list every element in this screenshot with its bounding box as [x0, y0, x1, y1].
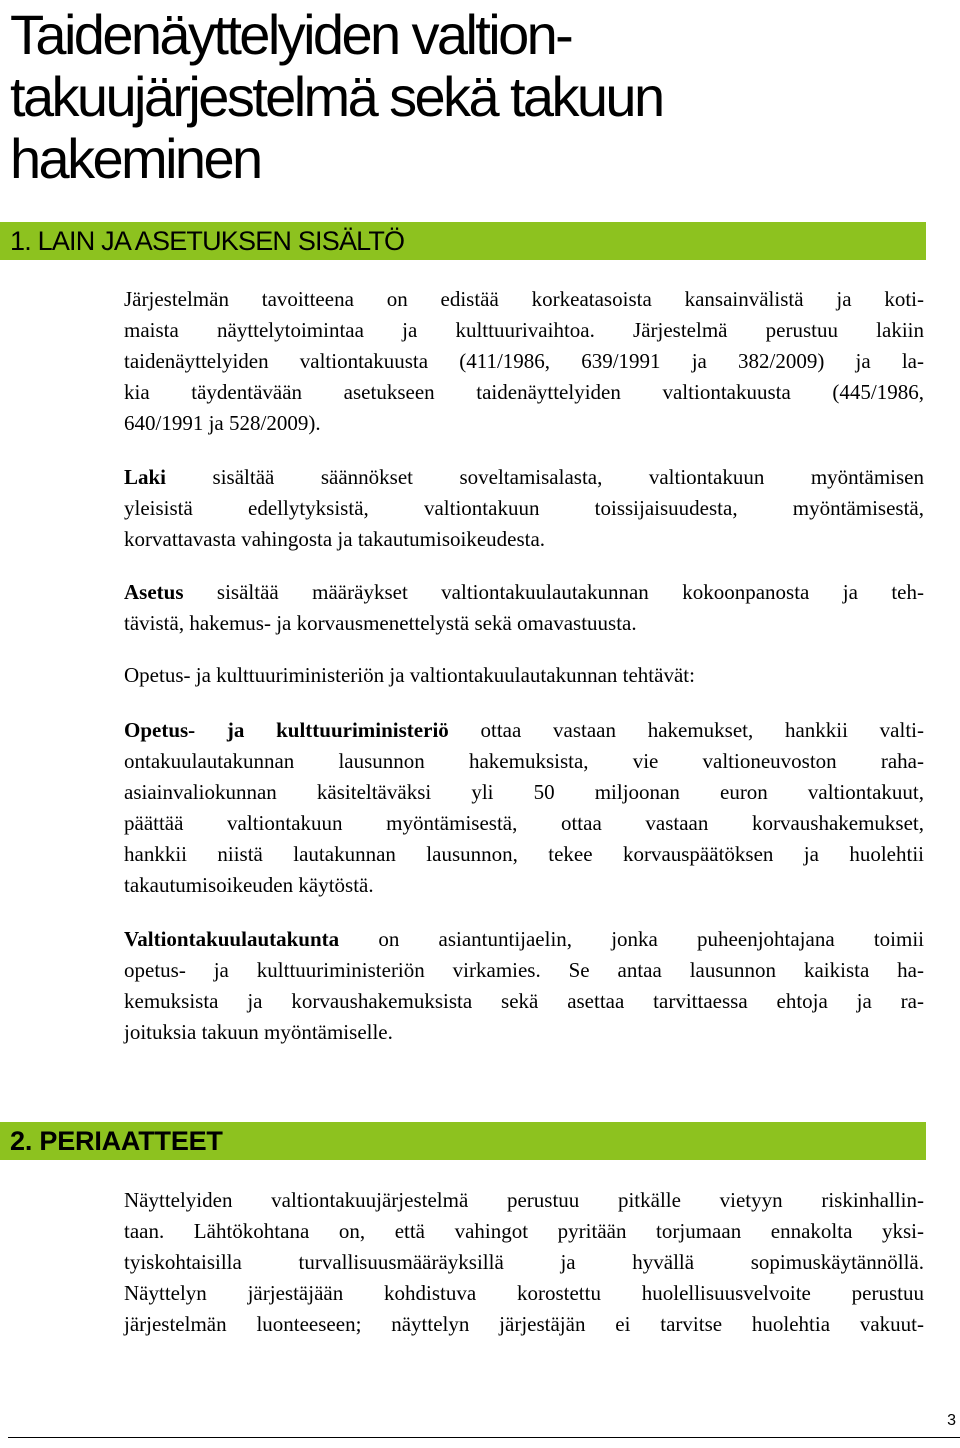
text-line: joituksia takuun myöntämiselle.	[124, 1020, 393, 1044]
text-line: järjestelmän luonteeseen; näyttelyn järjestäjän ei tarvitse huolehtia vakuut-	[124, 1312, 924, 1336]
text-line: Järjestelmän tavoitteena on edistää korkeatasoista kansainvälistä ja koti-	[124, 287, 924, 311]
text-line: yleisistä edellytyksistä, valtiontakuun toissijaisuudesta, myöntämisestä,	[124, 496, 924, 520]
text-line: tyiskohtaisilla turvallisuusmääräyksillä ja hyvällä sopimuskäytännöllä.	[124, 1250, 924, 1274]
text-line: asiainvaliokunnan käsiteltäväksi yli 50 miljoonan euron valtiontakuut,	[124, 780, 924, 804]
document-title	[10, 4, 910, 190]
text-line: takautumisoikeuden käytöstä.	[124, 873, 374, 897]
text-line	[124, 462, 924, 493]
text-line: Näyttelyiden valtiontakuujärjestelmä perustuu pitkälle vietyyn riskinhallin-	[124, 1188, 924, 1212]
text-line: opetus- ja kulttuuriministeriön virkamies. Se antaa lausunnon kaikista ha-	[124, 958, 924, 982]
text-line: hankkii niistä lautakunnan lausunnon, tekee korvauspäätöksen ja huolehtii	[124, 842, 924, 866]
paragraph-tasks-intro	[124, 660, 924, 691]
paragraph-board	[124, 924, 924, 1048]
text-line: kia täydentävään asetukseen taidenäyttelyiden valtiontakuusta (445/1986,	[124, 380, 924, 404]
text-line: 640/1991 ja 528/2009).	[124, 411, 321, 435]
text-line: taidenäyttelyiden valtiontakuusta (411/1986, 639/1991 ja 382/2009) ja la-	[124, 349, 924, 373]
text-run: on asiantuntijaelin, jonka puheenjohtajana toimii	[339, 927, 924, 951]
bold-term: Valtiontakuulautakunta	[124, 927, 340, 951]
paragraph-principles	[124, 1185, 924, 1340]
title-line: takuujärjestelmä sekä takuun	[10, 65, 663, 128]
text-run: ottaa vastaan hakemukset, hankkii valti-	[448, 718, 925, 742]
bold-term: Laki	[124, 465, 167, 489]
page-number: 3	[947, 1412, 956, 1429]
text-run: sisältää määräykset valtiontakuulautakunnan kokoonpanosta ja teh-	[183, 580, 924, 604]
section-heading-bar	[0, 222, 926, 260]
text-line: korvattavasta vahingosta ja takautumisoikeudesta.	[124, 527, 546, 551]
title-line: hakeminen	[10, 127, 261, 190]
section-heading-bar	[0, 1122, 926, 1160]
text-line: maista näyttelytoimintaa ja kulttuurivaihtoa. Järjestelmä perustuu lakiin	[124, 318, 924, 342]
text-line: Näyttelyn järjestäjään kohdistuva korostettu huolellisuusvelvoite perustuu	[124, 1281, 924, 1305]
footer-rule	[8, 1437, 960, 1438]
bold-term: Asetus	[124, 580, 184, 604]
section-heading: 1. LAIN JA ASETUKSEN SISÄLTÖ	[10, 226, 405, 256]
text-line: tävistä, hakemus- ja korvausmenettelystä sekä omavastuusta.	[124, 611, 637, 635]
text-run: sisältää säännökset soveltamisalasta, valtiontakuun myöntämisen	[166, 465, 924, 489]
text-line	[124, 577, 924, 608]
bold-term: Opetus- ja kulttuuriministeriö	[124, 718, 449, 742]
text-line	[124, 715, 924, 746]
text-line: Opetus- ja kulttuuriministeriön ja valtiontakuulautakunnan tehtävät:	[124, 663, 695, 687]
paragraph-ministry	[124, 715, 924, 901]
text-line: kemuksista ja korvaushakemuksista sekä asettaa tarvittaessa ehtoja ja ra-	[124, 989, 924, 1013]
paragraph-law	[124, 462, 924, 555]
section-heading: 2. PERIAATTEET	[10, 1126, 223, 1156]
text-line: taan. Lähtökohtana on, että vahingot pyritään torjumaan ennakolta yksi-	[124, 1219, 924, 1243]
text-line	[124, 924, 924, 955]
paragraph-system-goal	[124, 284, 924, 439]
title-line: Taidenäyttelyiden valtion-	[10, 3, 572, 66]
text-line: päättää valtiontakuun myöntämisestä, ottaa vastaan korvaushakemukset,	[124, 811, 924, 835]
paragraph-decree	[124, 577, 924, 639]
text-line: ontakuulautakunnan lausunnon hakemuksista, vie valtioneuvoston raha-	[124, 749, 924, 773]
